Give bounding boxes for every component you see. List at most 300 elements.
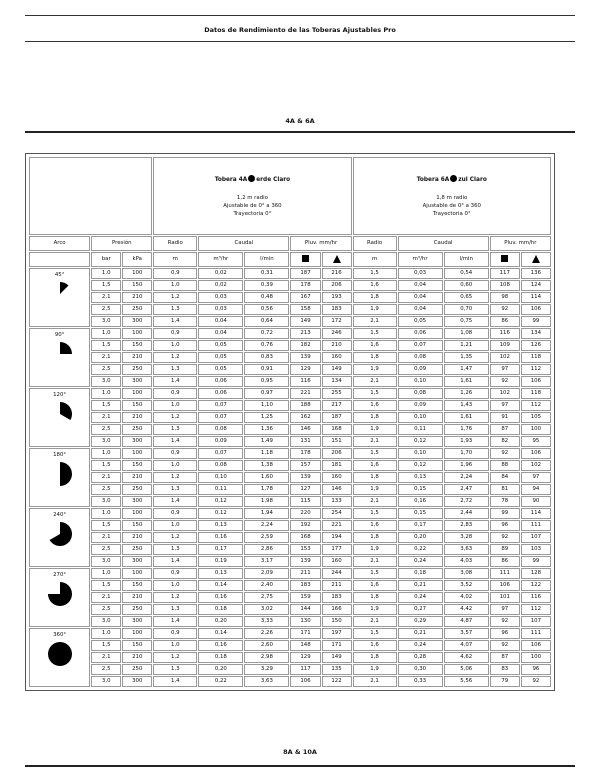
- cell-flow-lmin-4a: 1,98: [244, 496, 289, 507]
- cell-precip-triangle-6a: 124: [521, 280, 551, 291]
- section-rule-bottom: [25, 765, 575, 767]
- table-row: [29, 520, 551, 531]
- cell-radius-4a: 1,2: [153, 652, 197, 663]
- cell-pressure-bar: 2,1: [91, 352, 121, 363]
- cell-flow-m3hr-6a: 0,10: [398, 448, 443, 459]
- cell-radius-6a: 1,8: [353, 412, 397, 423]
- cell-precip-triangle-6a: 112: [521, 364, 551, 375]
- cell-pressure-bar: 1,0: [91, 388, 121, 399]
- cell-precip-square-4a: 148: [290, 640, 320, 651]
- cell-pressure-kpa: 100: [122, 328, 152, 339]
- cell-flow-lmin-4a: 1,60: [244, 472, 289, 483]
- cell-flow-lmin-6a: 2,47: [444, 484, 489, 495]
- cell-pressure-kpa: 250: [122, 364, 152, 375]
- nozzle-header-row: [29, 157, 551, 235]
- cell-flow-m3hr-6a: 0,29: [398, 616, 443, 627]
- cell-radius-6a: 1,5: [353, 388, 397, 399]
- cell-flow-m3hr-4a: 0,05: [198, 352, 243, 363]
- cell-radius-4a: 1,0: [153, 580, 197, 591]
- cell-radius-4a: 1,3: [153, 484, 197, 495]
- cell-radius-6a: 1,6: [353, 340, 397, 351]
- cell-pressure-kpa: 150: [122, 580, 152, 591]
- cell-precip-square-6a: 92: [490, 376, 520, 387]
- cell-radius-4a: 1,3: [153, 304, 197, 315]
- nozzle-4a-name: Tobera 4A erde Claro: [214, 177, 291, 183]
- cell-pressure-kpa: 150: [122, 460, 152, 471]
- cell-precip-triangle-4a: 168: [322, 424, 352, 435]
- cell-flow-lmin-6a: 5,56: [444, 676, 489, 687]
- table-row: [29, 376, 551, 387]
- arc-label: 270°: [53, 572, 67, 578]
- cell-flow-lmin-4a: 0,97: [244, 388, 289, 399]
- triangle-spacing-icon: [521, 252, 551, 267]
- cell-flow-lmin-6a: 4,42: [444, 604, 489, 615]
- arc-label: 360°: [53, 632, 67, 638]
- cell-radius-6a: 1,8: [353, 592, 397, 603]
- cell-flow-lmin-4a: 0,76: [244, 340, 289, 351]
- cell-flow-m3hr-6a: 0,05: [398, 316, 443, 327]
- cell-precip-triangle-6a: 90: [521, 496, 551, 507]
- table-row: [29, 652, 551, 663]
- cell-flow-m3hr-6a: 0,08: [398, 388, 443, 399]
- nozzle-6a-trajectory: Trayectoria 0°: [432, 211, 471, 218]
- cell-pressure-bar: 1,5: [91, 580, 121, 591]
- cell-flow-m3hr-4a: 0,18: [198, 604, 243, 615]
- radius-header-6a: Radio: [353, 236, 397, 251]
- cell-precip-triangle-6a: 92: [521, 676, 551, 687]
- cell-pressure-bar: 1,0: [91, 328, 121, 339]
- cell-flow-m3hr-6a: 0,06: [398, 328, 443, 339]
- cell-precip-square-6a: 109: [490, 340, 520, 351]
- cell-radius-6a: 1,6: [353, 520, 397, 531]
- cell-flow-lmin-4a: 0,64: [244, 316, 289, 327]
- cell-pressure-bar: 2,5: [91, 304, 121, 315]
- cell-flow-lmin-4a: 3,17: [244, 556, 289, 567]
- cell-radius-6a: 1,5: [353, 568, 397, 579]
- performance-table-frame: [25, 153, 555, 691]
- cell-precip-square-6a: 92: [490, 304, 520, 315]
- cell-flow-lmin-6a: 4,02: [444, 592, 489, 603]
- cell-precip-triangle-6a: 118: [521, 352, 551, 363]
- cell-flow-m3hr-6a: 0,28: [398, 652, 443, 663]
- cell-pressure-bar: 1,0: [91, 508, 121, 519]
- cell-flow-lmin-4a: 0,48: [244, 292, 289, 303]
- cell-flow-lmin-6a: 1,43: [444, 400, 489, 411]
- cell-radius-4a: 0,9: [153, 388, 197, 399]
- cell-pressure-kpa: 250: [122, 544, 152, 555]
- table-row: [29, 580, 551, 591]
- cell-precip-triangle-6a: 116: [521, 592, 551, 603]
- cell-radius-4a: 1,4: [153, 436, 197, 447]
- table-row: [29, 676, 551, 687]
- table-row: [29, 484, 551, 495]
- cell-radius-6a: 1,8: [353, 472, 397, 483]
- arc-cell: [29, 448, 90, 507]
- cell-precip-triangle-6a: 99: [521, 556, 551, 567]
- cell-precip-triangle-4a: 149: [322, 652, 352, 663]
- cell-precip-triangle-4a: 183: [322, 304, 352, 315]
- cell-radius-6a: 2,1: [353, 316, 397, 327]
- cell-flow-lmin-4a: 1,38: [244, 460, 289, 471]
- cell-pressure-bar: 1,5: [91, 280, 121, 291]
- cell-flow-lmin-4a: 2,86: [244, 544, 289, 555]
- cell-pressure-kpa: 100: [122, 628, 152, 639]
- cell-pressure-bar: 3,0: [91, 436, 121, 447]
- cell-pressure-kpa: 300: [122, 436, 152, 447]
- cell-flow-m3hr-4a: 0,10: [198, 472, 243, 483]
- cell-flow-m3hr-6a: 0,12: [398, 460, 443, 471]
- cell-flow-lmin-6a: 4,62: [444, 652, 489, 663]
- cell-flow-lmin-6a: 2,24: [444, 472, 489, 483]
- cell-precip-triangle-6a: 106: [521, 448, 551, 459]
- square-spacing-icon: [490, 252, 520, 267]
- cell-radius-6a: 1,9: [353, 664, 397, 675]
- table-row: [29, 436, 551, 447]
- arc-label: 240°: [53, 512, 67, 518]
- cell-precip-triangle-4a: 150: [322, 616, 352, 627]
- cell-flow-m3hr-6a: 0,18: [398, 568, 443, 579]
- nozzle-6a-adjust: Ajustable de 0° a 360: [422, 203, 481, 210]
- cell-precip-square-6a: 102: [490, 352, 520, 363]
- cell-pressure-bar: 3,0: [91, 496, 121, 507]
- arc-label: 180°: [53, 452, 67, 458]
- cell-flow-m3hr-4a: 0,06: [198, 376, 243, 387]
- table-row: [29, 340, 551, 351]
- cell-radius-4a: 1,0: [153, 400, 197, 411]
- cell-radius-4a: 1,0: [153, 640, 197, 651]
- cell-precip-triangle-6a: 107: [521, 616, 551, 627]
- cell-radius-6a: 1,6: [353, 580, 397, 591]
- arc-sector-icon: [47, 401, 73, 427]
- cell-precip-triangle-6a: 114: [521, 508, 551, 519]
- cell-flow-m3hr-4a: 0,18: [198, 652, 243, 663]
- cell-flow-m3hr-4a: 0,12: [198, 496, 243, 507]
- arc-sector-icon: [47, 341, 73, 367]
- cell-pressure-bar: 2,5: [91, 664, 121, 675]
- table-row: [29, 532, 551, 543]
- cell-flow-m3hr-4a: 0,05: [198, 364, 243, 375]
- cell-precip-square-4a: 157: [290, 460, 320, 471]
- cell-radius-4a: 1,0: [153, 520, 197, 531]
- cell-precip-triangle-6a: 136: [521, 268, 551, 279]
- cell-radius-4a: 0,9: [153, 448, 197, 459]
- table-row: [29, 304, 551, 315]
- cell-pressure-kpa: 300: [122, 616, 152, 627]
- cell-precip-square-6a: 117: [490, 268, 520, 279]
- cell-precip-triangle-4a: 133: [322, 496, 352, 507]
- cell-pressure-bar: 2,5: [91, 604, 121, 615]
- cell-flow-lmin-6a: 1,93: [444, 436, 489, 447]
- cell-flow-lmin-4a: 2,09: [244, 568, 289, 579]
- cell-flow-lmin-6a: 2,83: [444, 520, 489, 531]
- cell-flow-lmin-6a: 0,65: [444, 292, 489, 303]
- cell-pressure-kpa: 210: [122, 412, 152, 423]
- cell-flow-lmin-4a: 3,63: [244, 676, 289, 687]
- cell-pressure-bar: 2,5: [91, 424, 121, 435]
- cell-precip-triangle-6a: 112: [521, 604, 551, 615]
- cell-flow-m3hr-6a: 0,08: [398, 352, 443, 363]
- cell-precip-triangle-6a: 100: [521, 652, 551, 663]
- cell-precip-triangle-6a: 102: [521, 460, 551, 471]
- cell-precip-square-6a: 102: [490, 388, 520, 399]
- cell-radius-4a: 0,9: [153, 508, 197, 519]
- cell-flow-lmin-4a: 3,33: [244, 616, 289, 627]
- unit-blank: [29, 252, 90, 267]
- table-row: [29, 316, 551, 327]
- cell-flow-lmin-4a: 0,95: [244, 376, 289, 387]
- cell-flow-lmin-6a: 1,96: [444, 460, 489, 471]
- column-group-header-row: [29, 236, 551, 251]
- cell-precip-triangle-4a: 210: [322, 340, 352, 351]
- cell-precip-square-6a: 98: [490, 292, 520, 303]
- cell-flow-m3hr-4a: 0,12: [198, 508, 243, 519]
- cell-radius-6a: 1,9: [353, 304, 397, 315]
- unit-m3hr-6a: m³/hr: [398, 252, 443, 267]
- cell-precip-triangle-4a: 181: [322, 460, 352, 471]
- cell-precip-square-6a: 83: [490, 664, 520, 675]
- cell-precip-triangle-6a: 103: [521, 544, 551, 555]
- cell-flow-lmin-6a: 3,52: [444, 580, 489, 591]
- arc-cell: [29, 568, 90, 627]
- cell-radius-6a: 1,6: [353, 400, 397, 411]
- table-row: [29, 556, 551, 567]
- cell-flow-lmin-4a: 2,26: [244, 628, 289, 639]
- cell-precip-square-4a: 192: [290, 520, 320, 531]
- cell-radius-4a: 1,0: [153, 280, 197, 291]
- table-row: [29, 508, 551, 519]
- unit-lmin-4a: l/min: [244, 252, 289, 267]
- arc-sector-icon: [47, 521, 73, 547]
- cell-precip-square-6a: 86: [490, 556, 520, 567]
- cell-flow-lmin-6a: 1,61: [444, 376, 489, 387]
- cell-precip-square-4a: 182: [290, 340, 320, 351]
- cell-pressure-bar: 1,5: [91, 400, 121, 411]
- cell-flow-lmin-6a: 1,70: [444, 448, 489, 459]
- cell-pressure-bar: 2,5: [91, 484, 121, 495]
- cell-flow-m3hr-6a: 0,15: [398, 508, 443, 519]
- cell-pressure-kpa: 250: [122, 604, 152, 615]
- cell-flow-m3hr-6a: 0,10: [398, 376, 443, 387]
- performance-table: [28, 156, 552, 688]
- cell-pressure-bar: 2,1: [91, 652, 121, 663]
- cell-precip-triangle-6a: 122: [521, 580, 551, 591]
- cell-precip-triangle-4a: 146: [322, 484, 352, 495]
- cell-flow-lmin-4a: 1,94: [244, 508, 289, 519]
- cell-flow-lmin-4a: 3,29: [244, 664, 289, 675]
- cell-pressure-kpa: 150: [122, 640, 152, 651]
- cell-pressure-kpa: 210: [122, 352, 152, 363]
- cell-radius-4a: 0,9: [153, 568, 197, 579]
- cell-radius-6a: 1,5: [353, 628, 397, 639]
- cell-pressure-bar: 1,5: [91, 460, 121, 471]
- cell-pressure-bar: 3,0: [91, 556, 121, 567]
- cell-precip-square-4a: 221: [290, 388, 320, 399]
- cell-precip-triangle-4a: 135: [322, 664, 352, 675]
- cell-precip-square-6a: 96: [490, 628, 520, 639]
- cell-pressure-kpa: 210: [122, 652, 152, 663]
- cell-precip-square-6a: 79: [490, 676, 520, 687]
- cell-pressure-kpa: 150: [122, 520, 152, 531]
- pressure-header: Presión: [91, 236, 152, 251]
- cell-flow-lmin-6a: 3,28: [444, 532, 489, 543]
- cell-pressure-kpa: 250: [122, 304, 152, 315]
- cell-radius-4a: 1,4: [153, 556, 197, 567]
- cell-radius-4a: 1,3: [153, 424, 197, 435]
- cell-radius-6a: 1,5: [353, 328, 397, 339]
- cell-precip-triangle-4a: 172: [322, 316, 352, 327]
- cell-precip-triangle-6a: 134: [521, 328, 551, 339]
- section-label-4a-6a: 4A & 6A: [285, 117, 315, 125]
- cell-flow-m3hr-6a: 0,21: [398, 628, 443, 639]
- cell-precip-square-4a: 167: [290, 292, 320, 303]
- cell-flow-m3hr-4a: 0,06: [198, 388, 243, 399]
- cell-flow-m3hr-4a: 0,20: [198, 616, 243, 627]
- cell-flow-lmin-4a: 2,98: [244, 652, 289, 663]
- cell-radius-6a: 1,9: [353, 544, 397, 555]
- cell-radius-4a: 1,2: [153, 532, 197, 543]
- cell-flow-lmin-4a: 1,10: [244, 400, 289, 411]
- cell-radius-6a: 2,1: [353, 376, 397, 387]
- table-row: [29, 412, 551, 423]
- cell-precip-square-4a: 171: [290, 628, 320, 639]
- cell-pressure-kpa: 210: [122, 472, 152, 483]
- arc-label: 90°: [54, 332, 65, 338]
- cell-flow-m3hr-6a: 0,07: [398, 340, 443, 351]
- cell-precip-square-6a: 97: [490, 364, 520, 375]
- cell-radius-6a: 1,9: [353, 604, 397, 615]
- cell-precip-triangle-4a: 183: [322, 592, 352, 603]
- cell-precip-triangle-4a: 122: [322, 676, 352, 687]
- cell-precip-square-4a: 129: [290, 364, 320, 375]
- cell-precip-square-4a: 168: [290, 532, 320, 543]
- cell-pressure-kpa: 100: [122, 568, 152, 579]
- cell-precip-triangle-4a: 211: [322, 580, 352, 591]
- cell-precip-square-6a: 92: [490, 448, 520, 459]
- document-title: Datos de Rendimiento de las Toberas Ajustables Pro: [204, 26, 396, 34]
- cell-pressure-bar: 1,0: [91, 268, 121, 279]
- cell-flow-m3hr-4a: 0,09: [198, 436, 243, 447]
- cell-precip-square-6a: 97: [490, 604, 520, 615]
- cell-radius-4a: 1,4: [153, 676, 197, 687]
- cell-precip-square-6a: 96: [490, 520, 520, 531]
- cell-radius-6a: 2,1: [353, 496, 397, 507]
- cell-precip-triangle-4a: 197: [322, 628, 352, 639]
- cell-flow-lmin-4a: 1,18: [244, 448, 289, 459]
- cell-precip-square-6a: 87: [490, 424, 520, 435]
- cell-flow-m3hr-4a: 0,20: [198, 664, 243, 675]
- arc-cell: [29, 268, 90, 327]
- cell-radius-6a: 1,8: [353, 532, 397, 543]
- cell-precip-triangle-4a: 193: [322, 292, 352, 303]
- cell-precip-triangle-6a: 94: [521, 484, 551, 495]
- cell-flow-lmin-6a: 4,07: [444, 640, 489, 651]
- cell-precip-triangle-6a: 118: [521, 388, 551, 399]
- cell-precip-triangle-6a: 106: [521, 376, 551, 387]
- cell-precip-square-4a: 116: [290, 376, 320, 387]
- cell-flow-lmin-6a: 1,08: [444, 328, 489, 339]
- cell-radius-4a: 1,4: [153, 376, 197, 387]
- cell-precip-square-6a: 88: [490, 460, 520, 471]
- cell-precip-square-4a: 139: [290, 472, 320, 483]
- cell-precip-square-4a: 144: [290, 604, 320, 615]
- cell-flow-lmin-6a: 0,54: [444, 268, 489, 279]
- cell-pressure-kpa: 300: [122, 496, 152, 507]
- cell-flow-m3hr-4a: 0,03: [198, 304, 243, 315]
- cell-pressure-kpa: 250: [122, 484, 152, 495]
- cell-precip-triangle-4a: 166: [322, 604, 352, 615]
- unit-header-row: [29, 252, 551, 267]
- arc-label: 45°: [54, 272, 65, 278]
- table-row: [29, 640, 551, 651]
- cell-precip-square-4a: 178: [290, 448, 320, 459]
- cell-flow-m3hr-6a: 0,09: [398, 400, 443, 411]
- cell-radius-4a: 1,3: [153, 664, 197, 675]
- cell-precip-square-4a: 149: [290, 316, 320, 327]
- square-spacing-icon: [290, 252, 320, 267]
- cell-precip-square-4a: 146: [290, 424, 320, 435]
- cell-flow-m3hr-6a: 0,15: [398, 484, 443, 495]
- cell-precip-triangle-4a: 246: [322, 328, 352, 339]
- table-row: [29, 472, 551, 483]
- cell-flow-m3hr-6a: 0,13: [398, 472, 443, 483]
- nozzle-6a-radius: 1,8 m radio: [436, 195, 468, 202]
- cell-precip-square-4a: 187: [290, 268, 320, 279]
- cell-flow-m3hr-6a: 0,12: [398, 436, 443, 447]
- cell-radius-6a: 1,9: [353, 364, 397, 375]
- color-dot-icon: [248, 175, 255, 182]
- cell-radius-4a: 1,2: [153, 592, 197, 603]
- cell-precip-square-6a: 97: [490, 400, 520, 411]
- nozzle-4a-header: [153, 157, 351, 235]
- cell-radius-4a: 1,2: [153, 472, 197, 483]
- cell-flow-m3hr-6a: 0,20: [398, 532, 443, 543]
- arc-sector-icon: [47, 581, 73, 607]
- cell-radius-6a: 1,8: [353, 352, 397, 363]
- cell-precip-square-4a: 178: [290, 280, 320, 291]
- cell-flow-m3hr-6a: 0,21: [398, 580, 443, 591]
- unit-m-6a: m: [353, 252, 397, 267]
- cell-precip-square-6a: 101: [490, 592, 520, 603]
- table-row: [29, 664, 551, 675]
- cell-pressure-bar: 2,1: [91, 472, 121, 483]
- cell-flow-m3hr-4a: 0,11: [198, 484, 243, 495]
- cell-radius-4a: 1,4: [153, 616, 197, 627]
- cell-precip-triangle-4a: 171: [322, 640, 352, 651]
- cell-pressure-kpa: 100: [122, 448, 152, 459]
- cell-precip-square-4a: 162: [290, 412, 320, 423]
- cell-pressure-bar: 3,0: [91, 376, 121, 387]
- cell-precip-triangle-4a: 206: [322, 280, 352, 291]
- cell-radius-4a: 1,2: [153, 292, 197, 303]
- cell-radius-4a: 1,3: [153, 544, 197, 555]
- cell-flow-lmin-4a: 2,59: [244, 532, 289, 543]
- arc-cell: [29, 628, 90, 687]
- table-row: [29, 328, 551, 339]
- cell-precip-triangle-6a: 100: [521, 424, 551, 435]
- cell-precip-square-6a: 99: [490, 508, 520, 519]
- cell-precip-square-6a: 87: [490, 652, 520, 663]
- cell-flow-lmin-6a: 3,57: [444, 628, 489, 639]
- cell-flow-m3hr-4a: 0,16: [198, 640, 243, 651]
- cell-flow-m3hr-4a: 0,03: [198, 292, 243, 303]
- cell-flow-lmin-4a: 1,36: [244, 424, 289, 435]
- cell-precip-triangle-6a: 99: [521, 316, 551, 327]
- cell-pressure-bar: 2,1: [91, 292, 121, 303]
- cell-flow-m3hr-6a: 0,27: [398, 604, 443, 615]
- performance-data-body: [29, 268, 551, 687]
- cell-precip-square-6a: 111: [490, 568, 520, 579]
- cell-flow-lmin-6a: 3,63: [444, 544, 489, 555]
